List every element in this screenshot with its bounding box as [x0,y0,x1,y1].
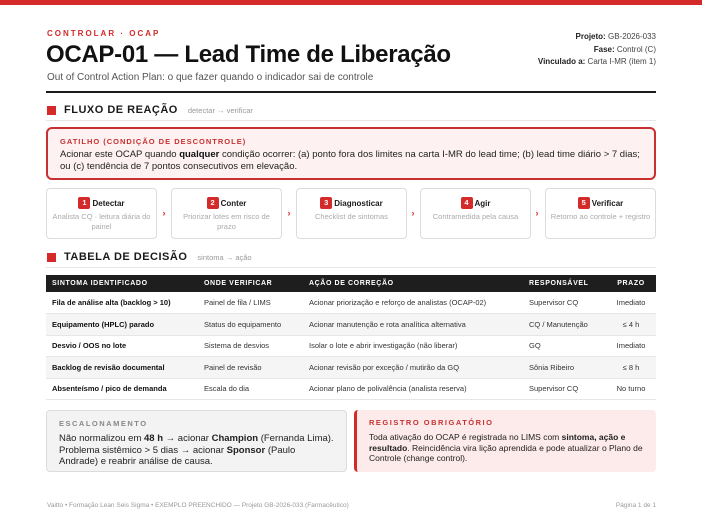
meta-project: Projeto: GB-2026-033 [575,32,656,41]
column-header: RESPONSÁVEL [523,275,606,292]
step-description: Analista CQ · leitura diária do painel [52,212,151,231]
chevron-right-icon: › [411,208,415,218]
table-row [46,292,656,314]
escalation-label: ESCALONAMENTO [59,419,148,428]
symptom-cell: Backlog de revisão documental [46,357,198,379]
reaction-steps [46,188,656,239]
column-header: PRAZO [606,275,656,292]
step-description: Priorizar lotes em risco de prazo [183,212,270,231]
deadline-cell: Imediato [606,292,656,314]
escalation-box [46,410,347,472]
step-number: 2 [207,197,219,209]
step-card-detectar [46,188,157,239]
owner-cell: CQ / Manutenção [523,314,606,336]
chevron-right-icon: › [535,208,539,218]
action-cell: Isolar o lote e abrir investigação (não liberar) [303,335,523,357]
decision-section-hint: sintoma → ação [197,252,252,262]
step-number: 4 [461,197,473,209]
step-title: Detectar [92,198,125,208]
header-divider [46,91,656,93]
decision-table [46,275,656,400]
flow-section-hint: detectar → verificar [187,105,253,115]
step-card-diagnosticar [296,188,407,239]
symptom-cell: Desvio / OOS no lote [46,335,198,357]
symptom-cell: Absenteísmo / pico de demanda [46,378,198,400]
column-header: ONDE VERIFICAR [198,275,303,292]
owner-cell: GQ [523,335,606,357]
owner-cell: Supervisor CQ [523,292,606,314]
column-header: AÇÃO DE CORREÇÃO [303,275,523,292]
meta-phase: Fase: Control (C) [593,44,656,54]
step-description: Contramedida pela causa [432,212,519,221]
trigger-box [46,127,656,180]
table-row [46,314,656,336]
table-row [46,357,656,379]
deadline-cell: No turno [606,378,656,400]
owner-cell: Sônia Ribeiro [523,357,606,379]
step-title: Diagnosticar [334,198,383,208]
section-divider [46,267,656,268]
step-number: 5 [578,197,590,209]
action-cell: Acionar plano de polivalência (analista reserva) [303,378,523,400]
table-header-row [46,275,656,292]
step-card-conter [171,188,282,239]
step-number: 3 [320,197,332,209]
owner-cell: Supervisor CQ [523,378,606,400]
column-header: SINTOMA IDENTIFICADO [46,275,198,292]
step-card-agir [420,188,531,239]
trigger-text: Acionar este OCAP quando qualquer condição ocorrer: (a) ponto fora dos limites na carta I-MR do lead time; (b) lead time diário > 7 dias; ou (c) tendência de 7 pontos consecutivos em elevação. [60,149,640,172]
section-marker-icon [47,106,56,115]
decision-section-heading [47,251,252,263]
where-cell: Status do equipamento [198,314,303,336]
footer-text: Vaitto • Formação Lean Seis Sigma • EXEMPLO PREENCHIDO — Projeto GB-2026-033 (Farmacêutico) [47,502,349,509]
registry-text: Toda ativação do OCAP é registrada no LIMS com sintoma, ação e resultado. Reincidência vira lição aprendida e pode atualizar o Plano de Controle (change control). [369,432,643,463]
step-title: Agir [474,198,491,208]
trigger-label: GATILHO (CONDIÇÃO DE DESCONTROLE) [60,137,247,146]
step-title: Conter [220,198,247,208]
section-marker-icon [47,253,56,262]
flow-section-title: FLUXO DE REAÇÃO [64,104,178,116]
flow-section-heading [47,104,253,116]
registry-box [354,410,656,472]
decision-section-title: TABELA DE DECISÃO [64,251,188,263]
section-kicker: CONTROLAR · OCAP [47,29,161,38]
page-title: OCAP-01 — Lead Time de Liberação [46,41,451,68]
deadline-cell: Imediato [606,335,656,357]
symptom-cell: Fila de análise alta (backlog > 10) [46,292,198,314]
project-meta [538,31,656,69]
where-cell: Painel de fila / LIMS [198,292,303,314]
registry-label: REGISTRO OBRIGATÓRIO [369,418,494,427]
top-accent-bar [0,0,702,5]
deadline-cell: ≤ 8 h [606,357,656,379]
where-cell: Painel de revisão [198,357,303,379]
action-cell: Acionar revisão por exceção / mutirão da GQ [303,357,523,379]
action-cell: Acionar manutenção e rota analítica alternativa [303,314,523,336]
section-divider [46,120,656,121]
page-number: Página 1 de 1 [615,502,656,509]
step-title: Verificar [591,198,624,208]
table-row [46,335,656,357]
step-description: Retorno ao controle + registro [550,212,651,221]
deadline-cell: ≤ 4 h [606,314,656,336]
step-card-verificar [545,188,656,239]
table-row [46,378,656,400]
action-cell: Acionar priorização e reforço de analistas (OCAP-02) [303,292,523,314]
meta-linked: Vinculado a: Carta I-MR (item 1) [537,57,656,66]
step-description: Checklist de sintomas [315,212,388,221]
page-subtitle: Out of Control Action Plan: o que fazer quando o indicador sai de controle [47,72,374,83]
where-cell: Escala do dia [198,378,303,400]
chevron-right-icon: › [162,208,166,218]
escalation-text: Não normalizou em 48 h → acionar Champion (Fernanda Lima). Problema sistêmico > 5 dias → acionar Sponsor (Paulo Andrade) e reabrir análise de causa. [59,433,334,467]
symptom-cell: Equipamento (HPLC) parado [46,314,198,336]
step-number: 1 [78,197,90,209]
where-cell: Sistema de desvios [198,335,303,357]
chevron-right-icon: › [287,208,291,218]
